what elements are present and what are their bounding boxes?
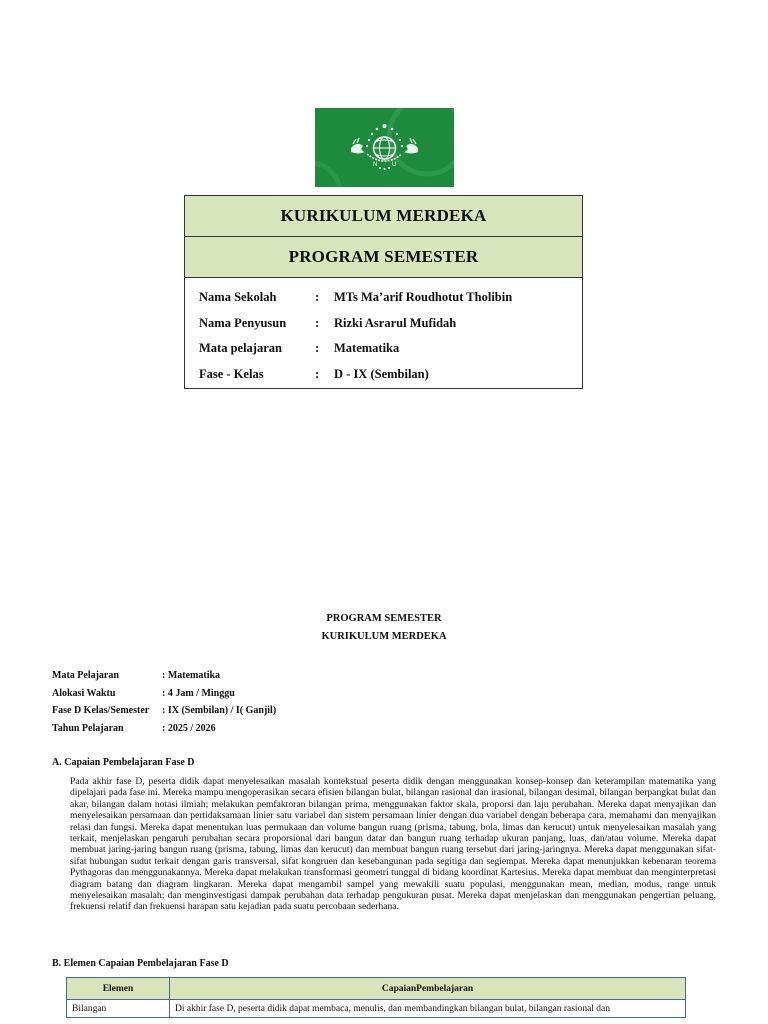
doc-heading-kurikulum: KURIKULUM MERDEKA: [321, 631, 447, 642]
doc-heading-program: PROGRAM SEMESTER: [326, 613, 442, 624]
info-row-subject: [199, 336, 582, 362]
meta-row-year: [52, 720, 276, 738]
info-value: MTs Ma’arif Roudhotut Tholibin: [334, 290, 513, 305]
meta-value: : 4 Jam / Minggu: [162, 687, 235, 699]
logo-letter-u: U: [392, 162, 397, 168]
table-header-elemen: Elemen: [67, 978, 170, 1000]
meta-label: Alokasi Waktu: [52, 687, 116, 699]
elemen-table: [66, 977, 686, 1018]
capaian-paragraph: Pada akhir fase D, peserta didik dapat menyelesaikan masalah kontekstual peserta didik dengan menggunakan konsep-konsep dan keterampilan matematika yang dipelajari pada fase ini. Mereka mampu mengoperasikan secara efisien bilangan bulat, bilangan rasional dan irasional, bilangan desimal, bilangan berpangkat bulat dan akar, bilangan dalam notasi ilmiah; melakukan pemfaktoran bilangan prima, menggunakan faktor skala, proporsi dan laju perubahan. Mereka dapat menyajikan dan menyelesaikan persamaan dan pertidaksamaan linier satu variabel dan sistem persamaan linier dengan dua variabel dengan beberapa cara, memahami dan menyajikan relasi dan fungsi. Mereka dapat menentukan luas permukaan dan volume bangun ruang (prisma, tabung, bola, limas dan kerucut) untuk menyelesaikan masalah yang terkait, menjelaskan pengaruh perubahan secara proporsional dari bangun datar dan bangun ruang terhadap ukuran panjang, luas, dan/atau volume. Mereka dapat membuat jaring-jaring bangun ruang (prisma, tabung, limas dan kerucut) dan membuat bangun ruang tersebut dari jaring-jaringnya. Mereka dapat menggunakan sifat-sifat hubungan sudut terkait dengan garis transversal, sifat kongruen dan kesebangunan pada segitiga dan segiempat. Mereka dapat menunjukkan kebenaran teorema Pythagoras dan menggunakannya. Mereka dapat melakukan transformasi geometri tunggal di bidang koordinat Kartesius. Mereka dapat membuat dan menginterpretasi diagram batang dan diagram lingkaran. Mereka dapat mengambil sampel yang mewakili suatu populasi, menggunakan mean, median, modus, range untuk menyelesaikan masalah; dan menginvestigasi dampak perubahan data terhadap pengukuran pusat. Mereka dapat menjelaskan dan menggunakan pengertian peluang, frekuensi relatif dan frekuensi harapan satu kejadian pada suatu percobaan sederhana.: [70, 776, 716, 913]
cover-title-program: PROGRAM SEMESTER: [185, 237, 582, 278]
cover-box: [184, 195, 583, 389]
info-colon: :: [315, 315, 320, 330]
meta-label: Tahun Pelajaran: [52, 723, 124, 735]
info-colon: :: [315, 290, 320, 305]
nu-logo: [315, 108, 454, 187]
meta-value: : Matematika: [162, 670, 221, 682]
meta-row-time: [52, 685, 276, 703]
section-b-title: B. Elemen Capaian Pembelajaran Fase D: [52, 958, 229, 969]
info-row-school: [199, 285, 582, 311]
info-value: Matematika: [334, 341, 400, 356]
meta-value: : IX (Sembilan) / I( Ganjil): [162, 705, 277, 717]
table-header-row: [67, 978, 686, 1000]
info-label: Mata pelajaran: [199, 341, 282, 356]
info-value: Rizki Asrarul Mufidah: [334, 315, 457, 330]
table-header-capaian: CapaianPembelajaran: [170, 978, 686, 1000]
table-row: [67, 1000, 686, 1018]
cover-title-kurikulum: KURIKULUM MERDEKA: [185, 196, 582, 237]
info-value: D - IX (Sembilan): [334, 367, 429, 382]
info-colon: :: [315, 341, 320, 356]
info-label: Fase - Kelas: [199, 367, 264, 382]
table-cell-elemen: Bilangan: [67, 1000, 170, 1018]
cover-info: [185, 278, 582, 387]
info-row-phase: [199, 362, 582, 388]
doc-meta: [52, 667, 276, 737]
meta-row-subject: [52, 667, 276, 685]
info-colon: :: [315, 367, 320, 382]
meta-value: : 2025 / 2026: [162, 723, 216, 735]
meta-label: Fase D Kelas/Semester: [52, 705, 150, 717]
logo-letter-n: N: [373, 162, 378, 168]
info-label: Nama Penyusun: [199, 315, 287, 330]
section-a-title: A. Capaian Pembelajaran Fase D: [52, 757, 195, 768]
info-label: Nama Sekolah: [199, 290, 277, 305]
meta-label: Mata Pelajaran: [52, 670, 119, 682]
table-cell-capaian: Di akhir fase D, peserta didik dapat membaca, menulis, dan membandingkan bilangan bulat, bilangan rasional dan: [170, 1000, 686, 1018]
nu-emblem-icon: [315, 108, 454, 187]
info-row-author: [199, 311, 582, 337]
meta-row-class: [52, 702, 276, 720]
